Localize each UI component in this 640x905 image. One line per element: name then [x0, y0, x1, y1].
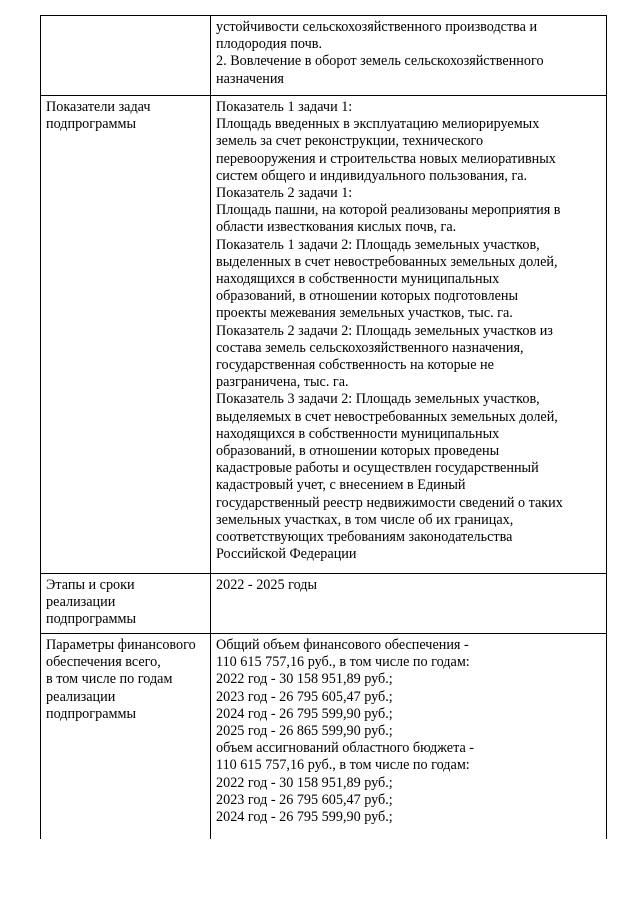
text-line: 2023 год - 26 795 605,47 руб.; [216, 688, 393, 705]
text-line: Показатель 2 задачи 2: Площадь земельных участков из [216, 322, 553, 339]
text-line: 2. Вовлечение в оборот земель сельскохозяйственного [216, 53, 544, 70]
text-line: находящихся в собственности муниципальных [216, 271, 500, 288]
text-line: 2022 - 2025 годы [216, 577, 318, 593]
text-line: Общий объем финансового обеспечения - [216, 637, 469, 653]
text-line: Показатель 3 задачи 2: Площадь земельных участков, [216, 391, 540, 408]
text-line: 2023 год - 26 795 605,47 руб.; [216, 791, 393, 808]
row-value-cell [211, 96, 607, 574]
text-line: подпрограммы [46, 611, 136, 628]
table-row [41, 16, 607, 96]
text-line: образований, в отношении которых подготовлены [216, 288, 519, 305]
text-line: объем ассигнований областного бюджета - [216, 740, 475, 757]
text-line: Параметры финансового [46, 637, 196, 653]
table-row [41, 634, 607, 839]
row-value-cell [211, 574, 607, 634]
text-line: в том числе по годам [46, 671, 173, 688]
text-line: находящихся в собственности муниципальных [216, 425, 500, 442]
text-line: обеспечения всего, [46, 654, 161, 671]
row-label-cell [41, 16, 211, 96]
text-line: государственный реестр недвижимости сведений о таких [216, 494, 563, 511]
table-row [41, 96, 607, 574]
text-line: Площадь пашни, на которой реализованы мероприятия в [216, 202, 561, 219]
table-row [41, 574, 607, 634]
text-line: области известкования кислых почв, га. [216, 219, 457, 236]
row-label-cell [41, 96, 211, 574]
text-line: образований, в отношении которых проведены [216, 443, 500, 460]
text-line: Площадь введенных в эксплуатацию мелиорируемых [216, 116, 540, 133]
text-line: плодородия почв. [216, 36, 323, 53]
text-line: подпрограммы [46, 705, 136, 722]
text-line: Российской Федерации [216, 546, 357, 563]
text-line: реализации [46, 594, 116, 611]
text-line: выделяемых в счет невостребованных земельных долей, [216, 408, 558, 425]
text-line: подпрограммы [46, 116, 136, 133]
text-line: Показатель 2 задачи 1: [216, 185, 353, 202]
text-line: Показатель 1 задачи 2: Площадь земельных участков, [216, 236, 540, 253]
text-line: 2024 год - 26 795 599,90 руб.; [216, 705, 393, 722]
text-line: соответствующих требованиям законодательства [216, 529, 513, 546]
text-line: государственная собственность на которые не [216, 357, 494, 374]
document-table [40, 15, 607, 839]
text-line: 110 615 757,16 руб., в том числе по годам: [216, 654, 470, 671]
text-line: 2025 год - 26 865 599,90 руб.; [216, 723, 393, 740]
text-line: 2024 год - 26 795 599,90 руб.; [216, 809, 393, 826]
text-line: проекты межевания земельных участков, тыс. га. [216, 305, 513, 322]
row-value-cell [211, 16, 607, 96]
text-line: 2022 год - 30 158 951,89 руб.; [216, 774, 393, 791]
text-line: реализации [46, 688, 116, 705]
text-line: выделенных в счет невостребованных земельных долей, [216, 253, 558, 270]
text-line: Показатель 1 задачи 1: [216, 99, 353, 115]
text-line: Этапы и сроки [46, 577, 135, 593]
text-line: 110 615 757,16 руб., в том числе по годам: [216, 757, 470, 774]
row-label-cell [41, 574, 211, 634]
text-line: состава земель сельскохозяйственного назначения, [216, 339, 524, 356]
text-line: кадастровый учет, с внесением в Единый [216, 477, 466, 494]
text-line: кадастровые работы и осуществлен государственный [216, 460, 539, 477]
text-line: систем общего и индивидуального пользования, га. [216, 167, 528, 184]
text-line: назначения [216, 70, 284, 87]
row-label-cell [41, 634, 211, 839]
text-line: земель за счет реконструкции, технического [216, 133, 484, 150]
text-line: перевооружения и строительства новых мелиоративных [216, 150, 556, 167]
text-line: разграничена, тыс. га. [216, 374, 349, 391]
text-line: 2022 год - 30 158 951,89 руб.; [216, 671, 393, 688]
text-line: Показатели задач [46, 99, 151, 115]
text-line: земельных участках, в том числе об их границах, [216, 511, 514, 528]
row-value-cell [211, 634, 607, 839]
text-line: устойчивости сельскохозяйственного производства и [216, 19, 538, 35]
